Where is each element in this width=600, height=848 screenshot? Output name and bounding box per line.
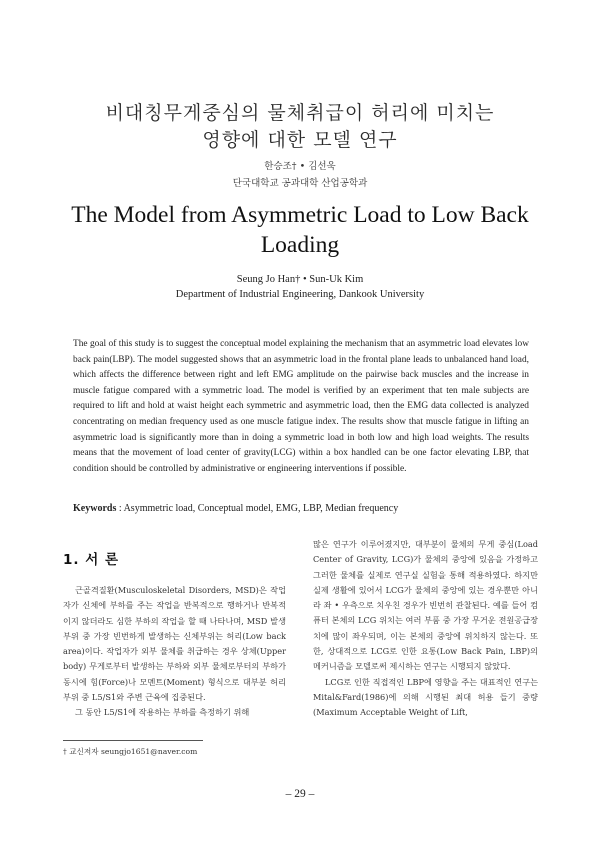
korean-authors <box>100 158 500 192</box>
korean-title-line-2: 영향에 대한 모델 연구 <box>202 129 398 151</box>
right-paragraph-1: 많은 연구가 이루어졌지만, 대부분이 물체의 무게 중심(Load Center of Gravity, LCG)가 물체의 중앙에 있음을 가정하고 그러한 물체를 실제로 연구실 실험을 통해 적용하였다. 하지만 실제 생활에 있어서 LCG가 물체의 중앙에 있는 경우뿐만 아니라 좌 • 우측으로 치우친 경우가 빈번히 관찰된다. 예를 들어 컴퓨터 본체의 LCG 위치는 여러 부품 중 가장 무거운 전원공급장치에 많이 좌우되며, 이는 본체의 중앙에 위치하지 않는다. 또한, 상대적으로 LCG로 인한 요통(Low Back Pain, LBP)의 메커니즘을 모델로써 제시하는 연구는 시행되지 않았다. <box>313 539 538 672</box>
right-paragraph-2: LCG로 인한 직접적인 LBP에 영향을 주는 대표적인 연구는 Mital&Fard(1986)에 의해 시행된 최대 허용 들기 중량(Maximum Acceptable Weight of Lift, <box>313 676 538 718</box>
body-column-right <box>313 537 538 721</box>
abstract: The goal of this study is to suggest the conceptual model explaining the mechanism that an asymmetric load elevates low back pain(LBP). The model suggested shows that an asymmetric load in the frontal plane leads to unbalanced hand load, which affects the difference between right and left EMG amplitude on the pairwise back muscles and the increase in muscle fatigue compared with a symmetric load. The model is verified by an experiment that ten male subjects are required to lift and hold at waist height each symmetric and asymmetric load, then the EMG data collected is analyzed concentrating on median frequency used as one muscle fatigue index. The results show that muscle fatigue in lifting an asymmetric load is significantly more than in doing a symmetric load in both low and high load weights. The results means that the movement of load center of gravity(LCG) within a box handled can be one factor elevating LBP, that condition should be controlled by administrative or engineering interventions if possible. <box>73 339 529 474</box>
korean-author-names: 한승조† • 김선욱 <box>264 161 336 172</box>
body-column-left <box>63 583 286 721</box>
left-paragraph-1: 근골격질환(Musculoskeletal Disorders, MSD)은 작업자가 신체에 부하를 주는 작업을 반복적으로 행하거나 반복적이지 않더라도 심한 부하의 작업을 할 때 나타나며, MSD 발생 부위 중 가장 빈번하게 발생하는 신체부위는 허리(Low back area)이다. 작업자가 외부 물체를 취급하는 경우 상체(Upper body) 무게로부터 발생하는 부하와 외부 물체로부터의 부하가 동시에 힘(Force)나 모멘트(Moment) 형식으로 대부분 허리부위 중 L5/S1와 주변 근육에 집중된다. <box>63 585 286 703</box>
english-authors <box>100 272 500 302</box>
keywords <box>73 502 529 516</box>
english-affiliation: Department of Industrial Engineering, Dankook University <box>175 289 425 300</box>
keywords-list: Asymmetric load, Conceptual model, EMG, LBP, Median frequency <box>123 503 399 514</box>
korean-affiliation: 단국대학교 공과대학 산업공학과 <box>232 178 368 189</box>
english-title-line-1: The Model from Asymmetric Load to Low Back <box>71 202 529 228</box>
footnote-corresponding-author: † 교신저자 seungjo1651@naver.com <box>63 747 198 756</box>
english-title <box>40 200 560 260</box>
english-author-names: Seung Jo Han† • Sun-Uk Kim <box>236 274 364 285</box>
section-heading-introduction: 1. 서 론 <box>63 552 120 568</box>
left-paragraph-2: 그 동안 L5/S1에 작용하는 부하를 측정하기 위해 <box>75 707 250 718</box>
page-number: – 29 – <box>285 788 315 800</box>
keywords-separator: : <box>116 503 124 514</box>
english-title-line-2: Loading <box>260 232 340 258</box>
footnote-divider <box>63 740 203 741</box>
korean-title-line-1: 비대칭무게중심의 물체취급이 허리에 미치는 <box>105 102 495 124</box>
korean-title <box>60 100 540 154</box>
keywords-label: Keywords <box>73 503 117 514</box>
